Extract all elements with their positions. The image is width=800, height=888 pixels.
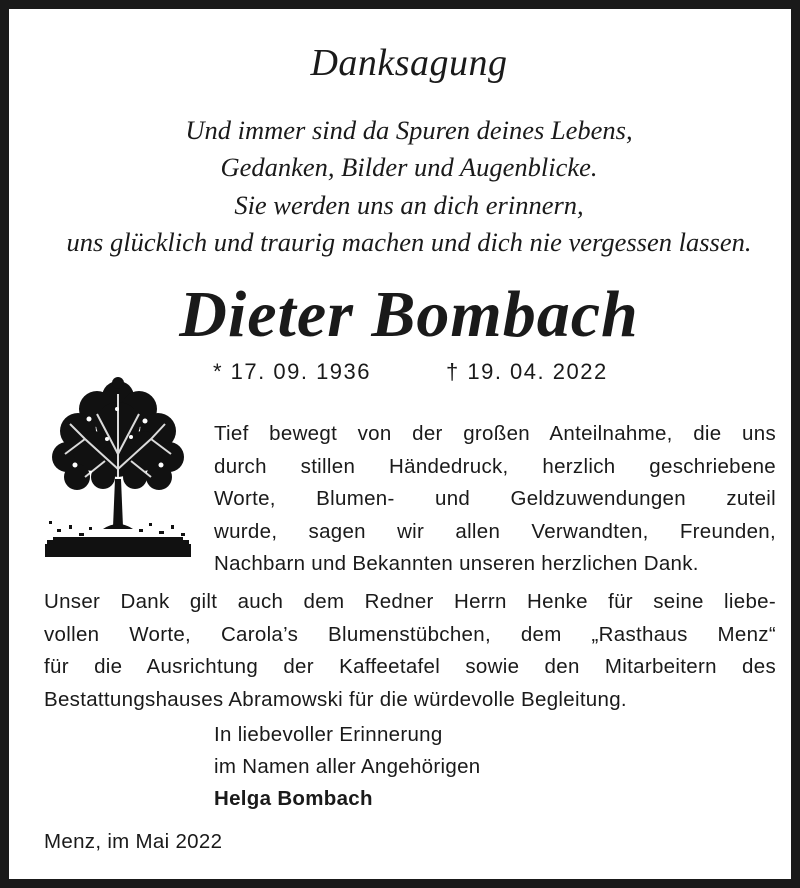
poem-line: Und immer sind da Spuren deines Lebens, (185, 115, 633, 145)
signer-name: Helga Bombach (214, 787, 373, 810)
paragraph-line: Unser Dank gilt auch dem Redner Herrn Henke für seine liebe- (44, 590, 776, 613)
place-date: Menz, im Mai 2022 (44, 830, 223, 853)
death-date: † 19. 04. 2022 (446, 359, 608, 384)
notice-heading: Danksagung (310, 42, 508, 84)
paragraph-line: Worte, Blumen- und Geldzuwendungen zuteil (214, 487, 776, 510)
signature-block (214, 719, 480, 815)
paragraph-line: Nachbarn und Bekannten unseren herzlichen Dank. (214, 552, 699, 575)
signature-line: im Namen aller Angehörigen (214, 755, 481, 778)
poem-line: uns glücklich und traurig machen und dich nie vergessen lassen. (66, 226, 752, 257)
tree-icon (45, 369, 191, 561)
deceased-name: Dieter Bombach (179, 278, 639, 351)
poem-line: Sie werden uns an dich erinnern, (234, 189, 584, 220)
paragraph-line: vollen Worte, Carola’s Blumenstübchen, dem „Rasthaus Menz“ (44, 622, 776, 646)
birth-date: * 17. 09. 1936 (213, 359, 372, 384)
paragraph-line: für die Ausrichtung der Kaffeetafel sowie den Mitarbeitern des (44, 655, 776, 678)
poem (9, 112, 800, 261)
thanks-paragraph (214, 418, 776, 581)
poem-line: Gedanken, Bilder und Augenblicke. (220, 152, 598, 183)
signature-line: In liebevoller Erinnerung (214, 723, 443, 746)
paragraph-line: wurde, sagen wir allen Verwandten, Freunden, (214, 519, 776, 543)
paragraph-line: durch stillen Händedruck, herzlich geschriebene (214, 454, 776, 478)
paragraph-line: Tief bewegt von der großen Anteilnahme, die uns (214, 422, 776, 445)
paragraph-line: Bestattungshauses Abramowski für die würdevolle Begleitung. (44, 687, 627, 711)
additional-thanks-paragraph (44, 586, 776, 716)
